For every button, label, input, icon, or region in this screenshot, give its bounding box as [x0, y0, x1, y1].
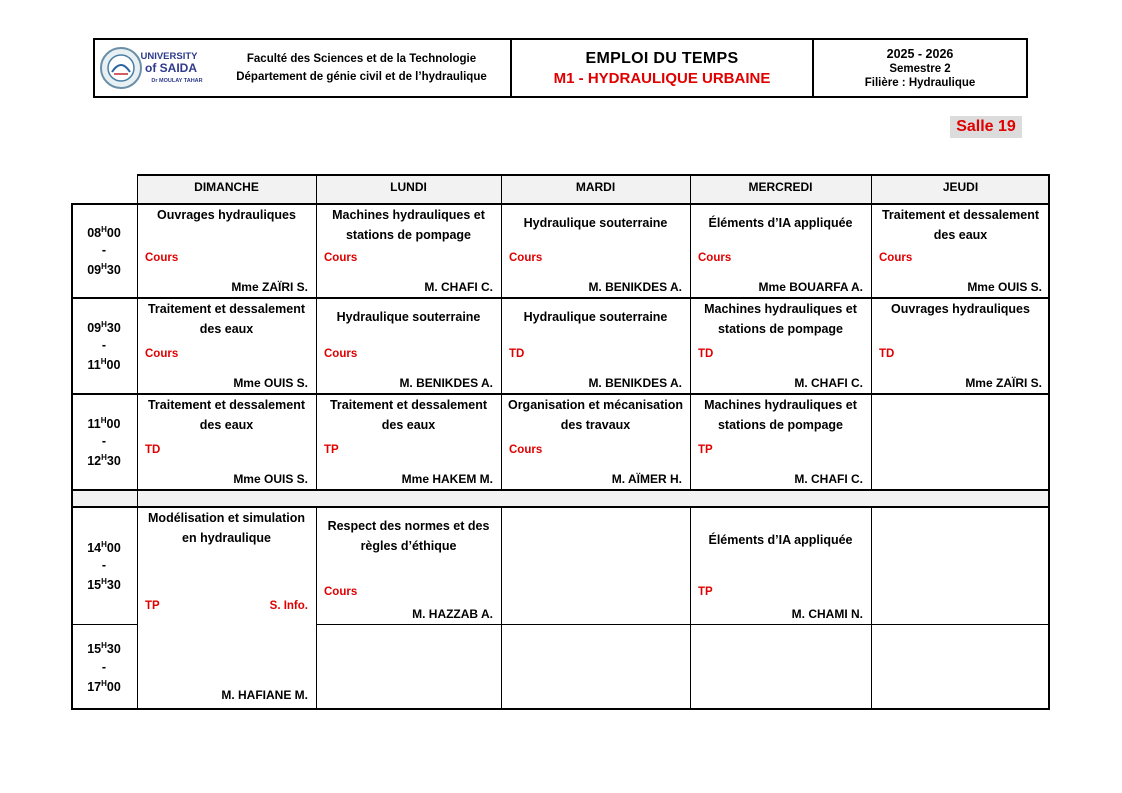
session-type: Cours: [698, 252, 732, 264]
semester: Semestre 2: [889, 63, 951, 75]
session-cell: [316, 297, 501, 393]
grid-line-vertical: [137, 174, 138, 710]
slot-separator: -: [101, 243, 107, 257]
slot-start: $14^H00$: [87, 539, 121, 555]
course-name: Machines hydrauliques et stations de pompage: [704, 302, 857, 336]
course-name: Modélisation et simulation en hydraulique: [148, 511, 305, 545]
time-slot: [71, 393, 137, 489]
teacher-name: M. HAFIANE M.: [221, 688, 308, 702]
session-cell: [871, 297, 1050, 393]
teacher-name: Mme ZAÏRI S.: [231, 280, 308, 294]
slot-end: $15^H30$: [87, 577, 121, 593]
session-type: Cours: [324, 252, 358, 264]
session-type: Cours: [509, 252, 543, 264]
session-type: TP: [698, 444, 713, 456]
session-cell: [137, 393, 316, 489]
teacher-name: M. BENIKDES A.: [588, 280, 682, 294]
course-name: Hydraulique souterraine: [523, 216, 668, 230]
grid-border-top: [137, 174, 1050, 176]
slot-start: $11^H00$: [87, 415, 121, 431]
session-type: Cours: [324, 586, 358, 598]
room-label: Salle 19: [950, 116, 1022, 138]
teacher-name: M. CHAFI C.: [794, 376, 863, 390]
session-type: TP: [145, 600, 160, 612]
academic-year: 2025 - 2026: [886, 47, 954, 61]
grid-border-left: [71, 203, 73, 710]
session-cell: [501, 393, 690, 489]
logo-text-university: UNIVERSITY: [140, 51, 198, 62]
time-slot: [71, 297, 137, 393]
session-cell: [137, 297, 316, 393]
slot-end: $12^H30$: [87, 453, 121, 469]
grid-line-vertical: [871, 174, 872, 490]
teacher-name: M. CHAMI N.: [791, 607, 863, 621]
grid-line-horizontal: [71, 506, 1050, 508]
empty-cell: [501, 624, 690, 709]
slot-separator: -: [101, 338, 107, 352]
teacher-name: M. AÏMER H.: [611, 472, 682, 486]
session-cell: [316, 506, 501, 624]
day-header-jeudi: JEUDI: [871, 174, 1050, 203]
filiere: Filière : Hydraulique: [864, 77, 976, 89]
session-cell: [871, 203, 1050, 297]
session-type: TD: [698, 348, 714, 360]
time-slot: [71, 506, 137, 624]
day-header-dimanche: DIMANCHE: [137, 174, 316, 203]
grid-line-horizontal: [71, 393, 1050, 395]
session-cell: [137, 506, 316, 624]
grid-line-vertical: [316, 506, 317, 710]
department-name: Département de génie civil et de l’hydraulique: [236, 71, 487, 83]
document-title: EMPLOI DU TEMPS: [585, 49, 739, 67]
session-cell: [137, 203, 316, 297]
slot-start: $08^H00$: [87, 224, 121, 240]
teacher-name: Mme BOUARFA A.: [758, 280, 863, 294]
empty-cell: [871, 506, 1050, 624]
teacher-name: M. BENIKDES A.: [588, 376, 682, 390]
course-name: Traitement et dessalement des eaux: [881, 208, 1039, 242]
grid-line-vertical: [690, 174, 691, 490]
day-header-lundi: LUNDI: [316, 174, 501, 203]
teacher-name: Mme OUIS S.: [233, 472, 308, 486]
teacher-name: M. BENIKDES A.: [399, 376, 493, 390]
session-type: Cours: [879, 252, 913, 264]
session-type: Cours: [509, 444, 543, 456]
session-type: Cours: [145, 348, 179, 360]
course-name: Traitement et dessalement des eaux: [147, 398, 305, 432]
grid-line-horizontal: [71, 297, 1050, 299]
grid-line-vertical: [501, 174, 502, 490]
teacher-name: M. CHAFI C.: [794, 472, 863, 486]
session-type: Cours: [145, 252, 179, 264]
empty-cell: [316, 624, 501, 709]
slot-separator: -: [101, 558, 107, 572]
course-name: Respect des normes et des règles d’éthique: [327, 519, 490, 553]
course-name: Machines hydrauliques et stations de pompage: [332, 208, 485, 242]
slot-end: $09^H30$: [87, 262, 121, 278]
course-name: Traitement et dessalement des eaux: [147, 302, 305, 336]
session-cell: [316, 393, 501, 489]
session-cell: [690, 393, 871, 489]
session-type: TP: [698, 586, 713, 598]
teacher-name: Mme HAKEM M.: [401, 472, 493, 486]
course-name: Machines hydrauliques et stations de pompage: [704, 398, 857, 432]
faculty-block: [213, 50, 510, 86]
faculty-name: Faculté des Sciences et de la Technologie: [246, 53, 477, 65]
slot-start: $15^H30$: [87, 641, 121, 657]
course-name: Éléments d’IA appliquée: [708, 533, 853, 547]
teacher-name: Mme ZAÏRI S.: [965, 376, 1042, 390]
session-cell: [316, 203, 501, 297]
header-institution: [95, 40, 512, 96]
slot-end: $11^H00$: [87, 357, 121, 373]
teacher-name: M. HAZZAB A.: [412, 607, 493, 621]
logo-text-moulay-tahar: Dr MOULAY TAHAR: [151, 78, 203, 84]
day-header-mardi: MARDI: [501, 174, 690, 203]
grid-line-horizontal: [71, 624, 137, 625]
slot-end: $17^H00$: [87, 678, 121, 694]
logo-text-saida: of SAIDA: [145, 61, 197, 75]
grid-border-bottom: [71, 708, 1050, 710]
course-name: Ouvrages hydrauliques: [157, 208, 296, 222]
teacher-name: Mme OUIS S.: [967, 280, 1042, 294]
course-name: Organisation et mécanisation des travaux: [507, 398, 684, 432]
program-name: M1 - HYDRAULIQUE URBAINE: [553, 69, 771, 87]
slot-start: $09^H30$: [87, 319, 121, 335]
session-type: TP: [324, 444, 339, 456]
header-box: [93, 38, 1028, 98]
empty-cell: [501, 506, 690, 624]
session-type: TD: [145, 444, 161, 456]
session-cell: [690, 297, 871, 393]
grid-border-right: [1048, 174, 1050, 710]
session-cell: [690, 506, 871, 624]
course-name: Traitement et dessalement des eaux: [329, 398, 487, 432]
empty-cell: [871, 624, 1050, 709]
header-title-block: [512, 40, 814, 96]
course-name: Hydraulique souterraine: [523, 310, 668, 324]
slot-separator: -: [101, 659, 107, 674]
course-name: Éléments d’IA appliquée: [708, 216, 853, 230]
session-type: Cours: [324, 348, 358, 360]
session-cell: [501, 203, 690, 297]
session-type: TD: [879, 348, 895, 360]
session-cell: [690, 203, 871, 297]
header-period-block: [814, 40, 1026, 96]
grid-line-vertical: [690, 506, 691, 710]
day-header-mercredi: MERCREDI: [690, 174, 871, 203]
lunch-break-row: [71, 489, 1050, 506]
grid-line-vertical: [316, 174, 317, 490]
slot-separator: -: [101, 434, 107, 448]
timetable: [71, 174, 1051, 710]
session-cell: [501, 297, 690, 393]
grid-line-horizontal: [71, 489, 1050, 491]
session-type: TD: [509, 348, 525, 360]
grid-line-horizontal: [316, 624, 1050, 625]
session-location: S. Info.: [269, 600, 308, 612]
grid-line-vertical: [871, 506, 872, 710]
course-name: Ouvrages hydrauliques: [891, 302, 1030, 316]
course-name: Hydraulique souterraine: [336, 310, 481, 324]
university-logo: [95, 40, 213, 96]
empty-cell: [871, 393, 1050, 489]
teacher-name: M. CHAFI C.: [424, 280, 493, 294]
time-slot: [71, 203, 137, 297]
grid-line-vertical: [501, 506, 502, 710]
empty-cell: [690, 624, 871, 709]
teacher-name: Mme OUIS S.: [233, 376, 308, 390]
time-slot: [71, 624, 137, 709]
grid-line-header: [71, 203, 1050, 205]
